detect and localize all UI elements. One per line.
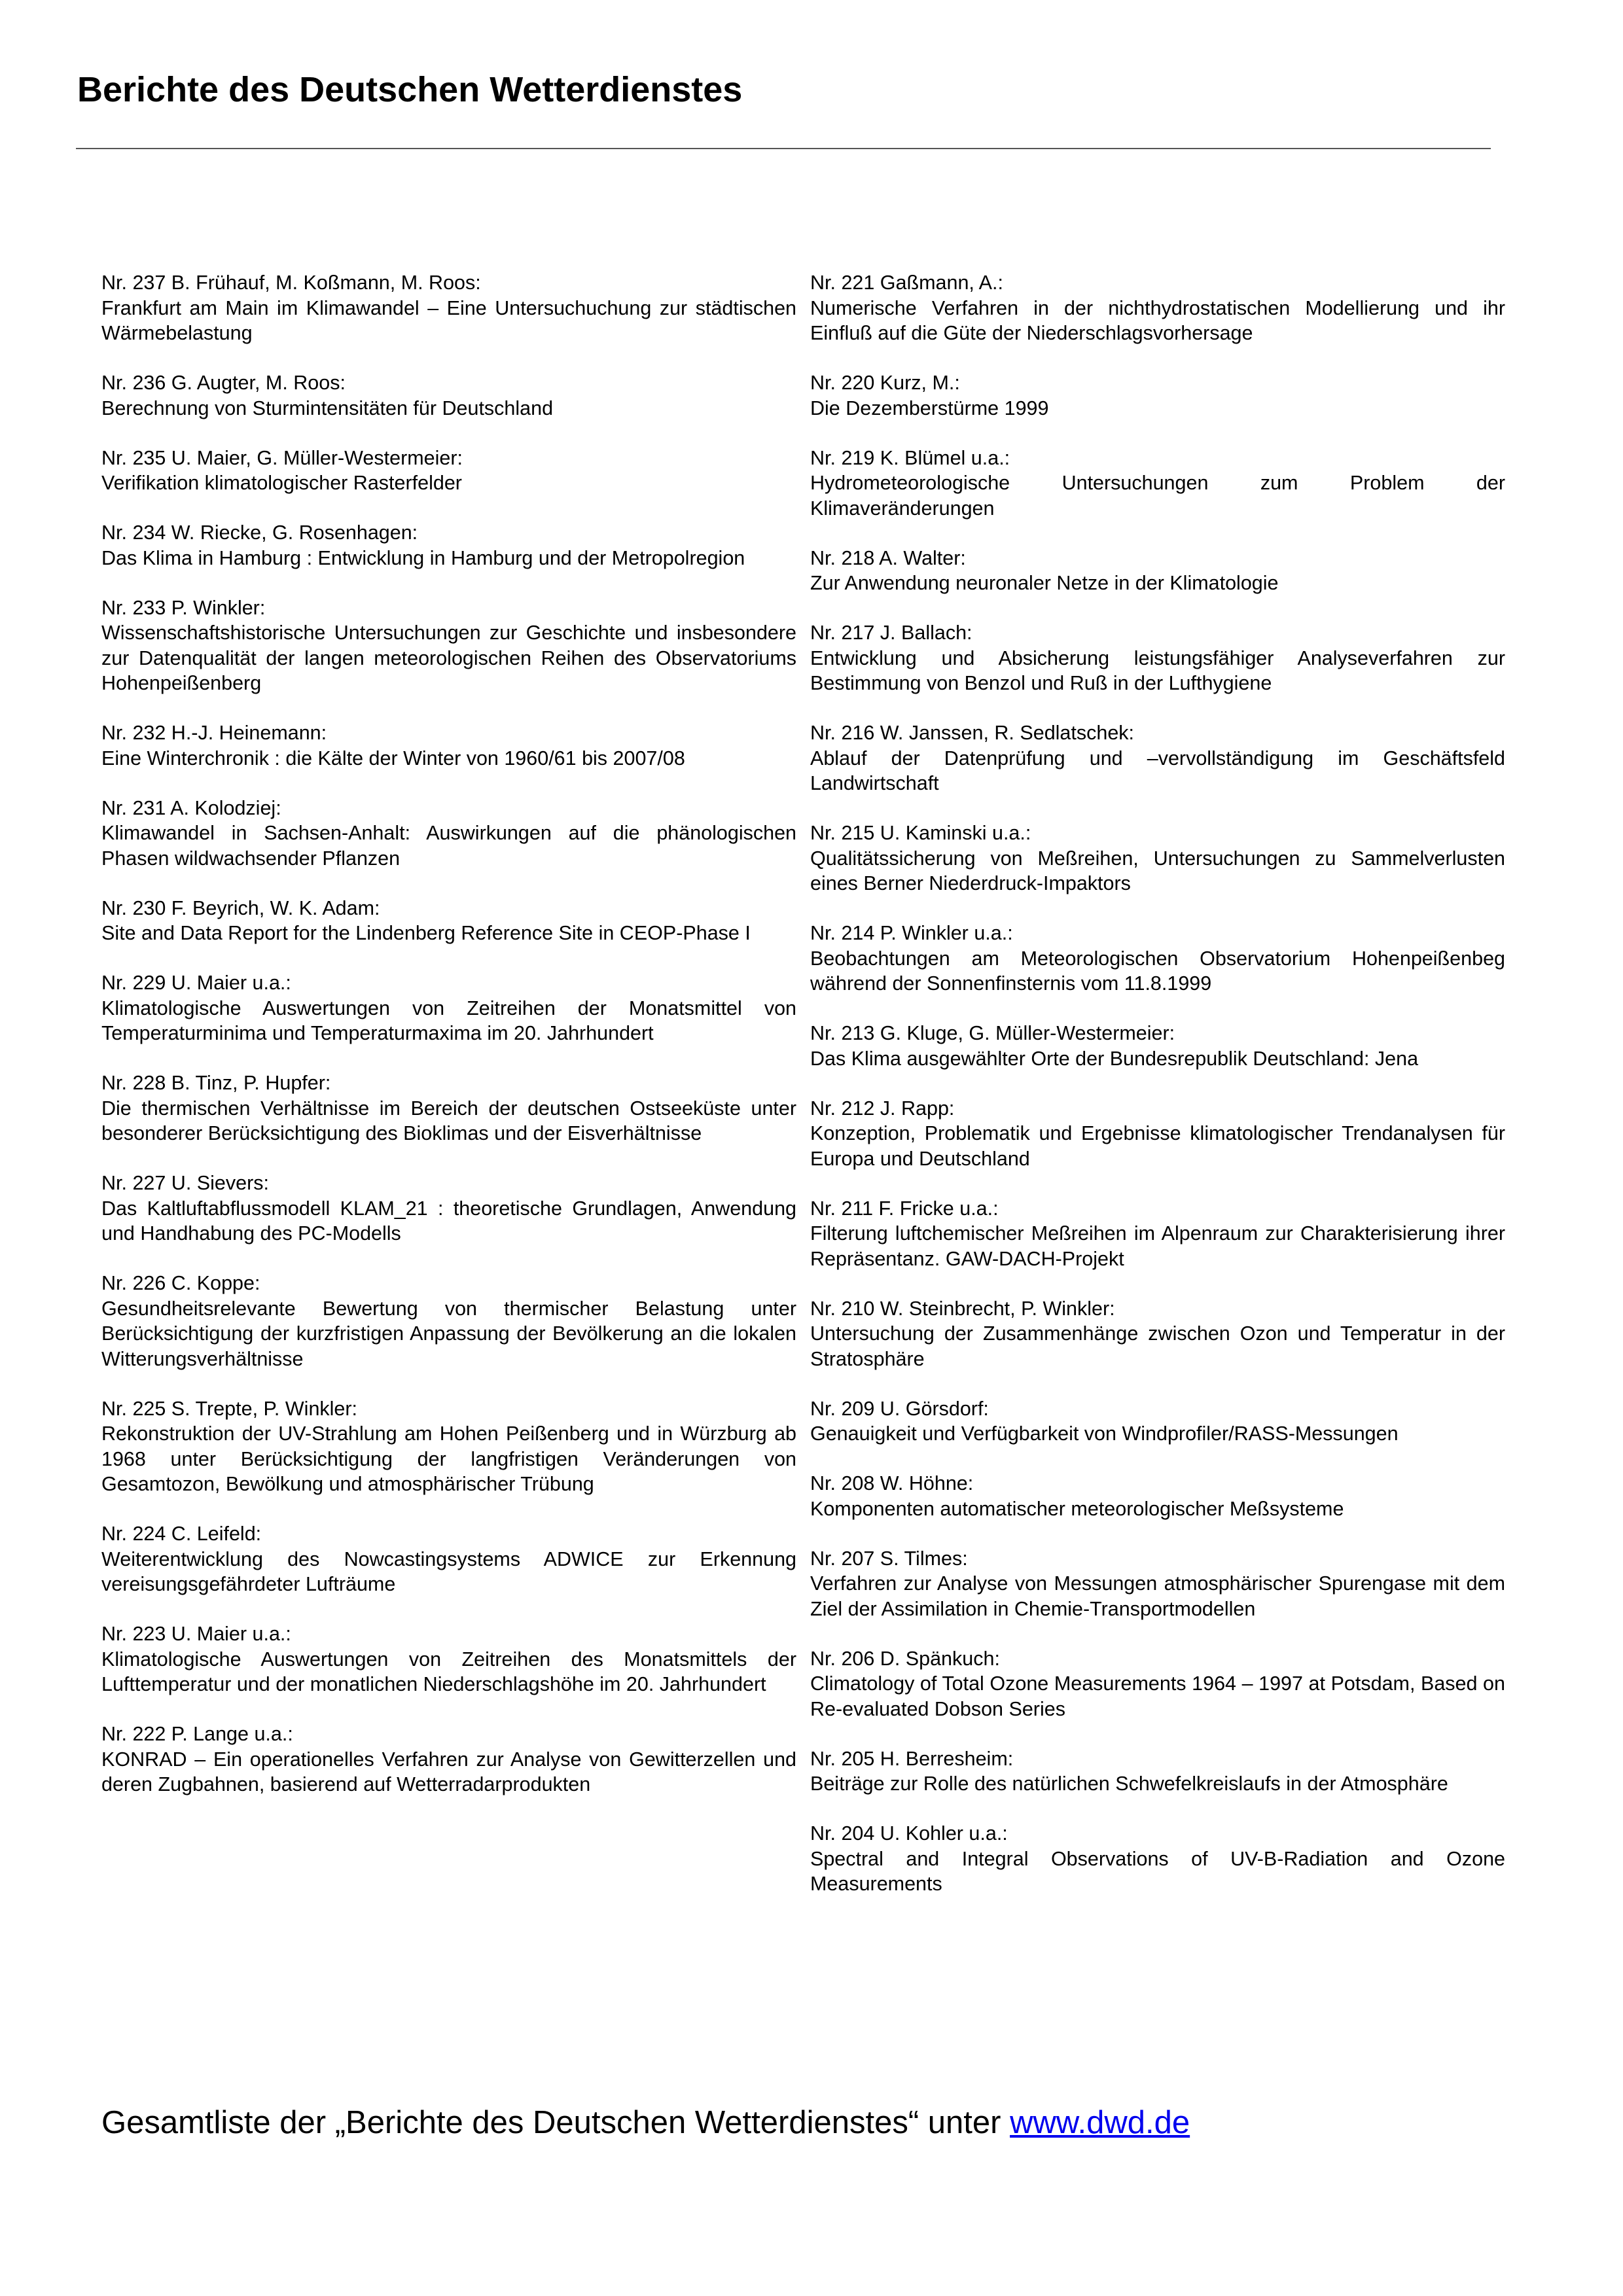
report-entry — [101, 1521, 796, 1597]
report-number-authors: Nr. 226 C. Koppe: — [101, 1272, 260, 1294]
report-entry — [101, 896, 796, 946]
report-entry — [810, 1821, 1505, 1897]
report-number-authors: Nr. 223 U. Maier u.a.: — [101, 1623, 291, 1645]
report-entry — [101, 970, 796, 1046]
report-title: Konzeption, Problematik und Ergebnisse klimatologischer Trendanalysen für Europa und Deutschland — [810, 1122, 1505, 1170]
report-title: Komponenten automatischer meteorologischer Meßsysteme — [810, 1497, 1344, 1520]
report-title: Die Dezemberstürme 1999 — [810, 397, 1049, 419]
report-title: Untersuchung der Zusammenhänge zwischen Ozon und Temperatur in der Stratosphäre — [810, 1322, 1505, 1370]
report-number-authors: Nr. 235 U. Maier, G. Müller-Westermeier: — [101, 446, 463, 469]
report-title: Beobachtungen am Meteorologischen Observatorium Hohenpeißenbeg während der Sonnenfinsternis vom 11.8.1999 — [810, 947, 1505, 995]
report-number-authors: Nr. 210 W. Steinbrecht, P. Winkler: — [810, 1297, 1115, 1320]
report-number-authors: Nr. 227 U. Sievers: — [101, 1172, 269, 1194]
report-entry — [101, 595, 796, 696]
report-number-authors: Nr. 216 W. Janssen, R. Sedlatschek: — [810, 722, 1135, 744]
report-title: Weiterentwicklung des Nowcastingsystems ADWICE zur Erkennung vereisungsgefährdeter Lufträume — [101, 1547, 796, 1595]
report-entry — [101, 520, 796, 571]
report-title: Gesundheitsrelevante Bewertung von thermischer Belastung unter Berücksichtigung der kurzfristigen Anpassung der Bevölkerung an die lokalen Witterungsverhältnisse — [101, 1297, 796, 1370]
report-title: Das Klima in Hamburg : Entwicklung in Hamburg und der Metropolregion — [101, 546, 745, 569]
report-entry — [101, 370, 796, 421]
report-title: Klimatologische Auswertungen von Zeitreihen des Monatsmittels der Lufttemperatur und der monatlichen Niederschlagshöhe im 20. Jahrhundert — [101, 1648, 796, 1695]
report-entry — [101, 1621, 796, 1697]
report-title: Hydrometeorologische Untersuchungen zum Problem der Klimaveränderungen — [810, 472, 1505, 520]
report-entry — [810, 1396, 1505, 1447]
report-number-authors: Nr. 222 P. Lange u.a.: — [101, 1723, 293, 1745]
report-title: Site and Data Report for the Lindenberg Reference Site in CEOP-Phase I — [101, 922, 751, 944]
report-entry — [810, 620, 1505, 696]
report-title: Beiträge zur Rolle des natürlichen Schwefelkreislaufs in der Atmosphäre — [810, 1773, 1448, 1795]
report-number-authors: Nr. 231 A. Kolodziej: — [101, 796, 281, 819]
report-title: Eine Winterchronik : die Kälte der Winter von 1960/61 bis 2007/08 — [101, 747, 685, 769]
report-entry — [101, 1171, 796, 1246]
report-title: Das Klima ausgewählter Orte der Bundesrepublik Deutschland: Jena — [810, 1047, 1419, 1070]
report-entry — [810, 921, 1505, 997]
report-number-authors: Nr. 228 B. Tinz, P. Hupfer: — [101, 1072, 331, 1094]
report-number-authors: Nr. 224 C. Leifeld: — [101, 1523, 262, 1545]
report-title: Berechnung von Sturmintensitäten für Deutschland — [101, 397, 554, 419]
report-number-authors: Nr. 214 P. Winkler u.a.: — [810, 922, 1013, 944]
left-column — [101, 270, 796, 1822]
report-entry — [810, 720, 1505, 796]
report-number-authors: Nr. 229 U. Maier u.a.: — [101, 972, 291, 994]
report-number-authors: Nr. 234 W. Riecke, G. Rosenhagen: — [101, 521, 418, 544]
report-title: Wissenschaftshistorische Untersuchungen zur Geschichte und insbesondere zur Datenqualität der langen meteorologischen Reihen des Observatoriums Hohenpeißenberg — [101, 622, 796, 694]
footer-text: Gesamtliste der „Berichte des Deutschen Wetterdienstes“ unter — [101, 2105, 1010, 2140]
right-column — [810, 270, 1505, 1921]
report-entry — [101, 1271, 796, 1371]
report-entry — [101, 720, 796, 771]
report-number-authors: Nr. 206 D. Spänkuch: — [810, 1647, 1000, 1670]
report-entry — [810, 446, 1505, 521]
report-entry — [101, 1722, 796, 1797]
report-title: Spectral and Integral Observations of UV-B-Radiation and Ozone Measurements — [810, 1847, 1505, 1895]
report-title: Numerische Verfahren in der nichthydrostatischen Modellierung und ihr Einfluß auf die Güte der Niederschlagsvorhersage — [810, 296, 1505, 344]
report-title: Rekonstruktion der UV-Strahlung am Hohen Peißenberg und in Würzburg ab 1968 unter Berücksichtigung der langfristigen Veränderungen von Gesamtozon, Bewölkung und atmosphärischer Trübung — [101, 1422, 796, 1495]
report-title: Qualitätssicherung von Meßreihen, Untersuchungen zu Sammelverlusten eines Berner Niederdruck-Impaktors — [810, 847, 1505, 894]
report-entry — [810, 270, 1505, 346]
report-title: Ablauf der Datenprüfung und –vervollständigung im Geschäftsfeld Landwirtschaft — [810, 747, 1505, 794]
report-title: Filterung luftchemischer Meßreihen im Alpenraum zur Charakterisierung ihrer Repräsentanz. GAW-DACH-Projekt — [810, 1222, 1505, 1270]
report-number-authors: Nr. 232 H.-J. Heinemann: — [101, 722, 327, 744]
report-number-authors: Nr. 237 B. Frühauf, M. Koßmann, M. Roos: — [101, 272, 481, 294]
report-title: Genauigkeit und Verfügbarkeit von Windprofiler/RASS-Messungen — [810, 1422, 1399, 1445]
report-title: Zur Anwendung neuronaler Netze in der Klimatologie — [810, 572, 1279, 594]
report-title: Frankfurt am Main im Klimawandel – Eine Untersuchuchung zur städtischen Wärmebelastung — [101, 296, 796, 344]
report-entry — [810, 821, 1505, 896]
report-number-authors: Nr. 209 U. Görsdorf: — [810, 1397, 989, 1420]
report-number-authors: Nr. 208 W. Höhne: — [810, 1472, 974, 1494]
report-entry — [810, 1196, 1505, 1272]
report-number-authors: Nr. 207 S. Tilmes: — [810, 1547, 968, 1570]
report-entry — [101, 270, 796, 346]
footer-note — [101, 2104, 1190, 2142]
report-number-authors: Nr. 205 H. Berresheim: — [810, 1747, 1014, 1770]
report-number-authors: Nr. 230 F. Beyrich, W. K. Adam: — [101, 896, 380, 919]
report-number-authors: Nr. 218 A. Walter: — [810, 546, 966, 569]
report-entry — [810, 370, 1505, 421]
report-entry — [810, 1471, 1505, 1521]
report-entry — [810, 1296, 1505, 1372]
report-number-authors: Nr. 220 Kurz, M.: — [810, 372, 960, 394]
report-number-authors: Nr. 204 U. Kohler u.a.: — [810, 1822, 1008, 1845]
report-number-authors: Nr. 217 J. Ballach: — [810, 622, 972, 644]
report-title: Klimawandel in Sachsen-Anhalt: Auswirkungen auf die phänologischen Phasen wildwachsender Pflanzen — [101, 822, 796, 870]
report-title: Climatology of Total Ozone Measurements 1964 – 1997 at Potsdam, Based on Re-evaluated Dobson Series — [810, 1672, 1505, 1720]
report-title: Entwicklung und Absicherung leistungsfähiger Analyseverfahren zur Bestimmung von Benzol und Ruß in der Lufthygiene — [810, 646, 1505, 694]
dwd-website-link[interactable]: www.dwd.de — [1010, 2105, 1190, 2140]
report-entry — [810, 1646, 1505, 1722]
page-title: Berichte des Deutschen Wetterdienstes — [77, 70, 743, 109]
report-title: KONRAD – Ein operationelles Verfahren zur Analyse von Gewitterzellen und deren Zugbahnen, basierend auf Wetterradarprodukten — [101, 1748, 796, 1795]
report-entry — [810, 546, 1505, 596]
report-number-authors: Nr. 213 G. Kluge, G. Müller-Westermeier: — [810, 1022, 1175, 1044]
report-entry — [810, 1096, 1505, 1172]
report-entry — [810, 1546, 1505, 1622]
title-divider — [76, 148, 1491, 149]
report-number-authors: Nr. 233 P. Winkler: — [101, 596, 266, 619]
report-title: Klimatologische Auswertungen von Zeitreihen der Monatsmittel von Temperaturminima und Temperaturmaxima im 20. Jahrhundert — [101, 997, 796, 1044]
report-entry — [810, 1021, 1505, 1071]
report-number-authors: Nr. 236 G. Augter, M. Roos: — [101, 372, 346, 394]
report-entry — [101, 1396, 796, 1497]
report-title: Die thermischen Verhältnisse im Bereich der deutschen Ostseeküste unter besonderer Berücksichtigung des Bioklimas und der Eisverhältnisse — [101, 1097, 796, 1144]
report-number-authors: Nr. 211 F. Fricke u.a.: — [810, 1197, 999, 1220]
report-title: Das Kaltluftabflussmodell KLAM_21 : theoretische Grundlagen, Anwendung und Handhabung des PC-Modells — [101, 1197, 796, 1245]
report-entry — [101, 446, 796, 496]
report-number-authors: Nr. 215 U. Kaminski u.a.: — [810, 822, 1031, 844]
report-entry — [810, 1746, 1505, 1797]
report-number-authors: Nr. 219 K. Blümel u.a.: — [810, 446, 1010, 469]
report-entry — [101, 796, 796, 872]
report-title: Verfahren zur Analyse von Messungen atmosphärischer Spurengase mit dem Ziel der Assimilation in Chemie-Transportmodellen — [810, 1572, 1505, 1620]
report-number-authors: Nr. 225 S. Trepte, P. Winkler: — [101, 1397, 358, 1420]
report-number-authors: Nr. 221 Gaßmann, A.: — [810, 272, 1003, 294]
report-number-authors: Nr. 212 J. Rapp: — [810, 1097, 955, 1120]
report-title: Verifikation klimatologischer Rasterfelder — [101, 472, 462, 494]
report-entry — [101, 1070, 796, 1146]
